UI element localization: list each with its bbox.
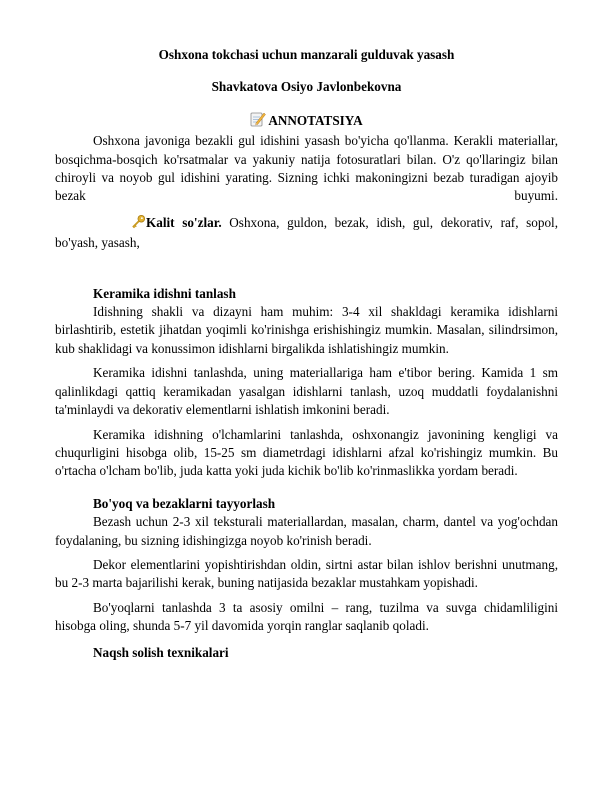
document-page [55,46,558,662]
section-heading-paint: Bo'yoq va bezaklarni tayyorlash [93,495,276,511]
keywords-text: Oshxona, guldon, bezak, idish, gul, dekorativ, raf, sopol, bo'yash, yasash, [55,214,559,251]
section-heading-pattern: Naqsh solish texnikalari [93,644,229,660]
section-paragraph: Keramika idishni tanlashda, uning materiallariga ham e'tibor bering. Kamida 1 sm qalinlikdagi qattiq keramikadan yasalgan idishlarni tanlash, uzoq muddatli foydalanishni ta'minlaydi va dekorativ elementlarni ishlatish imkonini beradi. [55,365,558,418]
section-paragraph: Bezash uchun 2-3 xil teksturali materiallardan, masalan, charm, dantel va yog'ochdan foydalaning, bu sizning idishingizga noyob ko'rinish beradi. [55,514,558,548]
annotation-text: Oshxona javoniga bezakli gul idishini yasash bo'yicha qo'llanma. Kerakli materiallar, bosqichma-bosqich ko'rsatmalar va yakuniy natija fotosuratlari bilan. O'z qo'llaringiz bilan chiroyli va noyob gul idishini yarating. Sizning ichki makoningizni bezab turadigan ajoyib bezak buyumi. [55,133,558,204]
section-paragraph: Bo'yoqlarni tanlashda 3 ta asosiy omilni – rang, tuzilma va suvga chidamliligini hisobga oling, shunda 5-7 yil davomida yorqin ranglar saqlanib qoladi. [55,599,558,634]
section-paragraph: Dekor elementlarini yopishtirishdan oldin, sirtni astar bilan ishlov berishni unutmang, bu 2-3 marta bajarilishi kerak, buning natijasida bezaklar mustahkam yopishadi. [55,556,558,591]
document-title: Oshxona tokchasi uchun manzarali gulduvak yasash [158,47,455,62]
section-paragraph: Idishning shakli va dizayni ham muhim: 3-4 xil shakldagi keramika idishlarni birlashtirib, estetik jihatdan yoqimli ko'rinishga erishishingiz mumkin. Masalan, silindrsimon, kub shaklidagi va konussimon idishlarni birgalikda ishlatishingiz mumkin. [55,304,558,356]
section-heading-ceramic: Keramika idishni tanlash [93,285,236,301]
keywords-paragraph [55,214,558,253]
key-icon [93,214,146,234]
section-paragraph: Keramika idishning o'lchamlarini tanlashda, oshxonangiz javonining kengligi va chuqurligini hisobga olib, 15-25 sm diametrdagi idishlarni afzal ko'rishingiz mumkin. Bu o'rtacha o'lcham bo'lib, juda katta yoki juda kichik bo'lib ko'rinmaslikka yordam beradi. [55,426,558,479]
author-name: Shavkatova Osiyo Javlonbekovna [211,79,402,95]
annotation-heading-text: ANNOTATSIYA [268,113,363,129]
memo-icon [250,111,266,132]
keywords-label: Kalit so'zlar. [146,214,222,230]
annotation-heading [55,111,558,132]
